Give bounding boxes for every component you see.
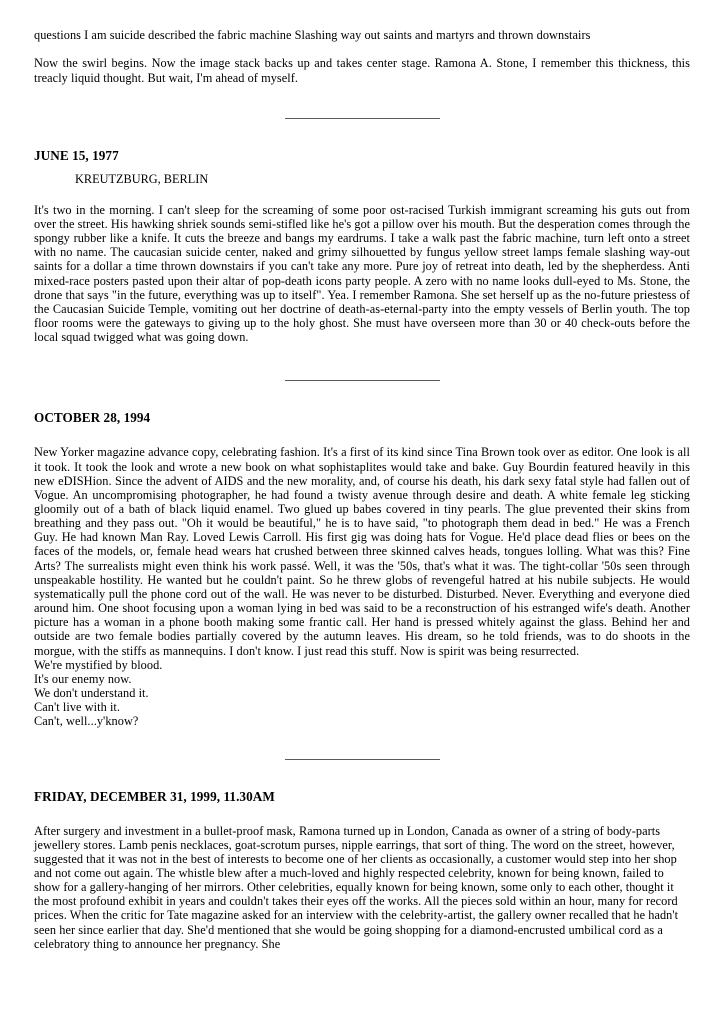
spacer <box>34 804 690 824</box>
spacer <box>34 381 690 410</box>
spacer <box>34 163 690 172</box>
entry-body-main-text: New Yorker magazine advance copy, celebrating fashion. It's a first of its kind since Tina Brown took over as editor. One look is all it took. It took the look and wrote a new book on what sophistaplites would take and bake. Guy Bourdin featured heavily in this new eDISHion. Since the advent of AIDS and the new morality, and, of course his death, his dark sexy fatal style had fallen out of Vogue. An uncompromising photographer, he had found a twisty avenue through desire and death. A white female leg sticking gloomily out of a bath of black liquid enamel. Two glued up babes covered in tiny pearls. The glue prevented their skins from breathing and they pass out. "Oh it would be beautiful," he is to have said, "to photograph them dead in bed." He was a French Guy. He had known Man Ray. Loved Lewis Carroll. His first gig was doing hats for Vogue. He'd place dead flies or bees on the faces of the models, or, female head wears hat crushed between three skinned calves heads, tongues lolling. What was this? Fine Arts? The surrealists might even think his work passé. Well, it was the '50s, that's what it was. The tight-collar '50s seen through unspeakable hostility. He wanted but he couldn't paint. So he threw globs of revengeful hatred at his nubile subjects. He would systematically pull the phone cord out of the wall. He was never to be disturbed. Disturbed. Never. Everything and everyone died around him. One shoot focusing upon a woman lying in bed was said to be a reconstruction of his estranged wife's death. Another picture has a woman in a phone booth making some frantic call. Her hand is pressed whitely against the glass. Behind her and outside are two female bodies partially covered by the autumn leaves. His dream, so he told friends, was to do shoots in the morgue, with the stiffs as mannequins. I don't know. I just read this stuff. Now is spirit was being resurrected. <box>34 445 690 658</box>
entry-subheading-location: KREUTZBURG, BERLIN <box>75 171 209 186</box>
entry-coda-lines: We're mystified by blood. It's our enemy now. We don't understand it. Can't live with it. Can't, well...y'know? <box>34 657 163 729</box>
entry-body-december-1999: After surgery and investment in a bullet-proof mask, Ramona turned up in London, Canada as owner of a string of body-parts jewellery stores. Lamb penis necklaces, goat-scrotum purses, nipple earrings, that sort of thing. The word on the street, however, suggested that it was not in the best of interests to become one of her clients as occasionally, a customer would step into her shop and not come out again. The whistle blew after a much-loved and highly respected celebrity, known for being known, failed to show for a gallery-hanging of her mirrors. Other celebrities, equally known for being known, some only to each other, thought it the most profound exhibit in years and couldn't takes their eyes off the works. All the pieces sold within an hour, many for record prices. When the critic for Tate magazine asked for an interview with the celebrity-artist, the gallery owner recalled that he hadn't seen her since earlier that day. She'd mentioned that she would be going shopping for a diamond-encrusted umbilical cord as a celebratory thing to announce her pregnancy. She <box>34 823 679 951</box>
entry-heading-october-1994: OCTOBER 28, 1994 <box>34 410 151 426</box>
spacer <box>34 729 690 759</box>
spacer <box>34 186 690 203</box>
opening-paragraph: Now the swirl begins. Now the image stack backs up and takes center stage. Ramona A. Stone, I remember this thickness, this treacly liquid thought. But wait, I'm ahead of myself. <box>34 56 690 85</box>
opening-fragment-paragraph: questions I am suicide described the fabric machine Slashing way out saints and martyrs and thrown downstairs <box>34 28 591 42</box>
spacer <box>34 344 690 380</box>
spacer <box>34 119 690 148</box>
spacer <box>34 85 690 118</box>
entry-heading-december-1999: FRIDAY, DECEMBER 31, 1999, 11.30AM <box>34 788 275 804</box>
entry-body-june-1977: It's two in the morning. I can't sleep for the screaming of some poor ost-racised Turkish immigrant screaming his guts out from over the street. His hawking shriek sounds semi-stifled like he's got a pillow over his mouth. But the desperation comes through the spongy rubber like a knife. It cuts the breeze and bangs my eardrums. I take a walk past the fabric machine, turn left onto a street with no name. The caucasian suicide center, naked and grimy silhouetted by fungus yellow street lamps female slashing way-out saints for a dollar a time thrown downstairs if you can't take any more. Pure joy of retreat into death, led by the shepherdess. Anti mixed-race posters pasted upon their altar of pop-death icons party people. A zero with no name looks dull-eyed to Ms. Stone, the drone that says "in the future, everything was up to itself". Yea. I remember Ramona. She set herself up as the no-future priestess of the Caucasian Suicide Temple, vomiting out her doctrine of death-as-eternal-party into the empty vessels of Berlin youth. The top floor rooms were the gateways to giving up to the holy ghost. She must have overseen more than 30 or 40 check-outs before the local squad twigged what was going down. <box>34 202 690 345</box>
spacer <box>34 425 690 445</box>
spacer <box>34 760 690 789</box>
divider-rule <box>285 118 440 119</box>
divider-rule <box>285 759 440 760</box>
entry-heading-june-1977: JUNE 15, 1977 <box>34 147 119 163</box>
entry-body-october-1994 <box>34 445 690 728</box>
divider-rule <box>285 380 440 381</box>
